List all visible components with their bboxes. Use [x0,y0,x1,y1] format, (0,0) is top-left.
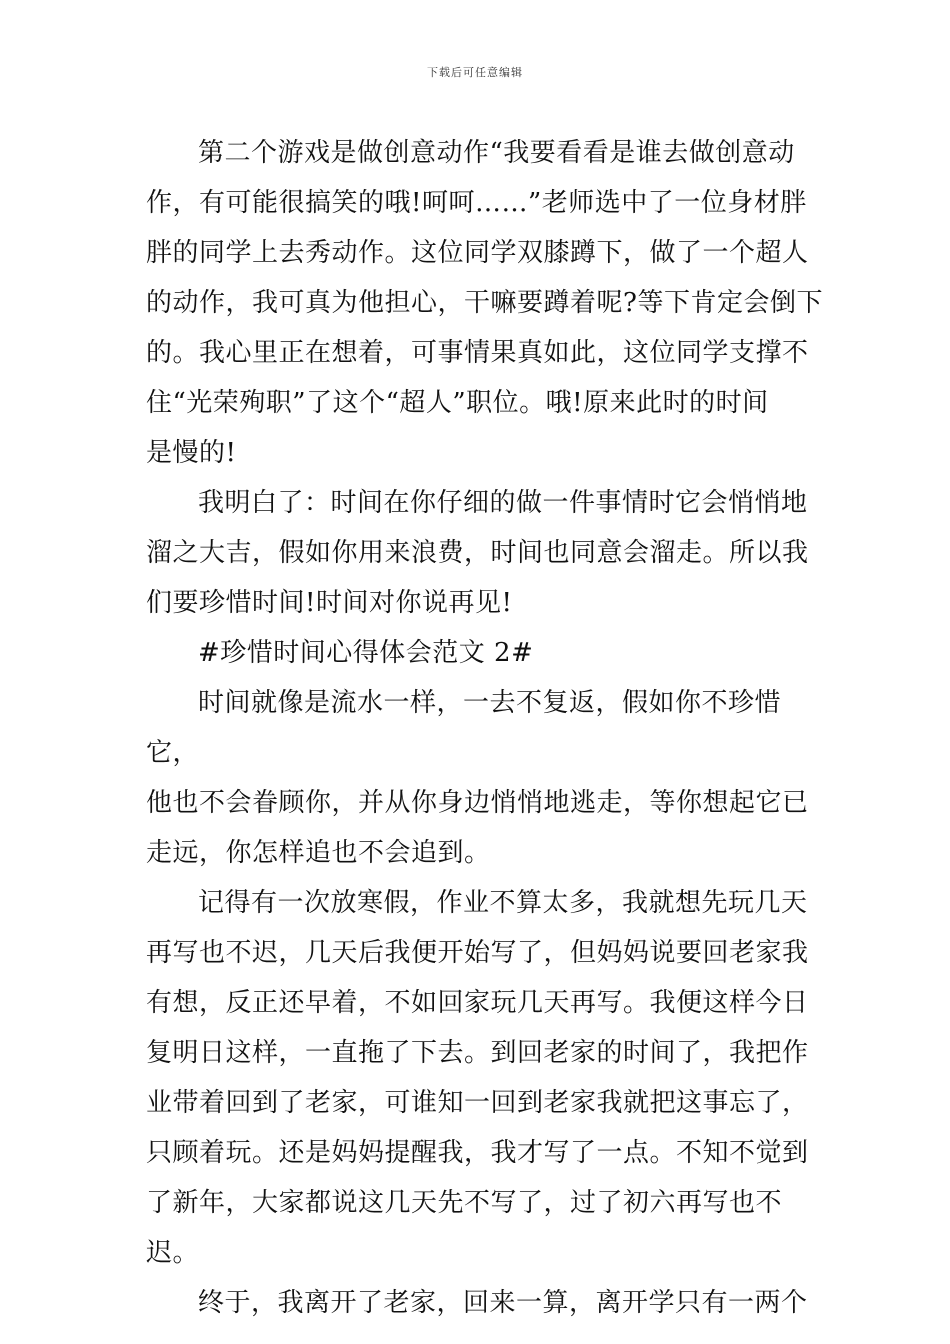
section-heading: #珍惜时间心得体会范文 2# [198,638,534,668]
paragraph-time-like-water: 时间就像是流水一样，一去不复返，假如你不珍惜它， 他也不会眷顾你，并从你身边悄悄地逃走，等你想起它已 走远，你怎样追也不会追到。 [146,688,809,868]
paragraph-realization: 我明白了：时间在你仔细的做一件事情时它会悄悄地 溜之大吉，假如你用来浪费，时间也同意会溜走。所以我 们要珍惜时间!时间对你说再见! [146,488,809,618]
page-header: 下载后可任意编辑 [427,66,523,79]
paragraph-winter-vacation: 记得有一次放寒假，作业不算太多，我就想先玩几天 再写也不迟，几天后我便开始写了，但妈妈说要回老家我 有想，反正还早着，不如回家玩几天再写。我便这样今日 复明日这样，一直拖了下去。到回老家的时间了，我把作 业带着回到了老家，可谁知一回到老家我就把这事忘了， 只顾着玩。还是妈妈提醒我，我才写了一点。不知不觉到 了新年，大家都说这几天先不写了，过了初六再写也不迟。 [146,888,809,1268]
paragraph-game-description: 第二个游戏是做创意动作“我要看看是谁去做创意动 作，有可能很搞笑的哦!呵呵……”老师选中了一位身材胖 胖的同学上去秀动作。这位同学双膝蹲下，做了一个超人 的动作，我可真为他担心，干嘛要蹲着呢?等下肯定会倒下 的。我心里正在想着，可事情果真如此，这位同学支撑不 住“光荣殉职”了这个“超人”职位。哦!原来此时的时间 是慢的! [146,138,823,468]
document-body [146,128,826,1328]
paragraph-leaving-hometown: 终于，我离开了老家，回来一算，离开学只有一两个 [198,1288,808,1318]
